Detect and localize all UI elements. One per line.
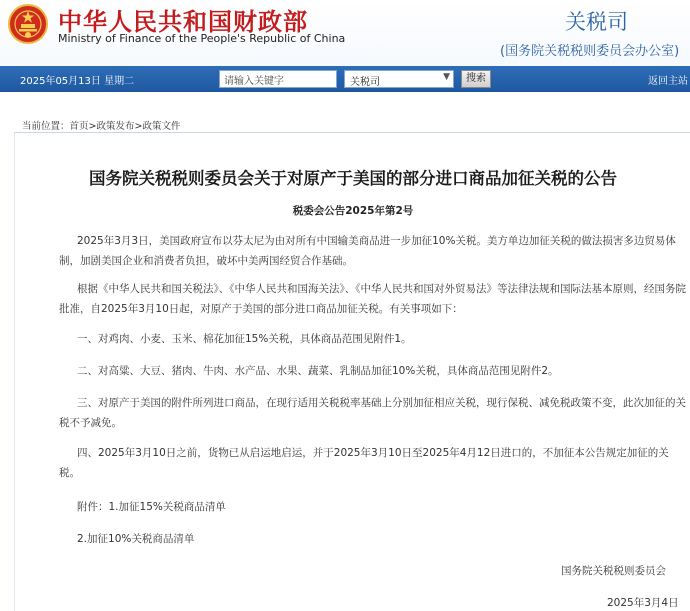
article-paragraph: 根据《中华人民共和国关税法》、《中华人民共和国海关法》、《中华人民共和国对外贸易法》等法律法规和国际法基本原则，经国务院批准，自2025年3月10日起，对原产于美国的部分进口商品加征关税。有关事项如下： (59, 283, 686, 315)
breadcrumb-policy-release[interactable]: 政策发布 (96, 121, 135, 132)
article-paragraph: 一、对鸡肉、小麦、玉米、棉花加征15%关税，具体商品范围见附件1。 (77, 333, 412, 345)
department-name: 关税司 (565, 10, 628, 34)
nav-bar (0, 66, 690, 92)
breadcrumb-home[interactable]: 首页 (69, 121, 89, 132)
article-panel (14, 132, 690, 611)
breadcrumb-separator: > (88, 121, 97, 132)
site-header (0, 0, 690, 66)
attachment-2-link[interactable]: 2.加征10%关税商品清单 (77, 533, 195, 545)
department-subtitle: (国务院关税税则委员会办公室) (500, 44, 680, 59)
search-button[interactable]: 搜索 (461, 70, 491, 88)
search-input[interactable] (219, 70, 337, 88)
issuer-name: 国务院关税税则委员会 (561, 565, 666, 577)
issue-date: 2025年3月4日 (607, 597, 679, 609)
chevron-down-icon: ▼ (443, 72, 450, 82)
article-paragraph: 四、2025年3月10日之前，货物已从启运地启运，并于2025年3月10日至2025年4月12日进口的，不加征本公告规定加征的关税。 (59, 447, 669, 479)
breadcrumb-prefix: 当前位置： (22, 121, 70, 132)
site-name-cn[interactable]: 中华人民共和国财政部 (58, 8, 308, 36)
article-title: 国务院关税税则委员会关于对原产于美国的部分进口商品加征关税的公告 (89, 169, 617, 188)
breadcrumb-policy-documents[interactable]: 政策文件 (142, 121, 181, 132)
article-paragraph: 2025年3月3日，美国政府宣布以芬太尼为由对所有中国输美商品进一步加征10%关税。美方单边加征关税的做法损害多边贸易体制，加剧美国企业和消费者负担，破坏中美两国经贸合作基础。 (59, 235, 676, 267)
breadcrumb-separator: > (134, 121, 143, 132)
article-paragraph: 三、对原产于美国的附件所列进口商品，在现行适用关税税率基础上分别加征相应关税，现行保税、减免税政策不变，此次加征的关税不予减免。 (59, 397, 686, 429)
breadcrumb (22, 118, 181, 132)
search-scope-value: 关税司 (350, 77, 380, 88)
back-home-link[interactable]: 返回主站 (648, 76, 688, 87)
article-paragraph: 二、对高粱、大豆、猪肉、牛肉、水产品、水果、蔬菜、乳制品加征10%关税，具体商品范围见附件2。 (77, 365, 559, 377)
search-scope-select[interactable] (344, 70, 454, 88)
national-emblem-icon (8, 4, 48, 44)
attachment-1-link[interactable]: 附件：1.加征15%关税商品清单 (77, 501, 226, 513)
document-number: 税委会公告2025年第2号 (292, 205, 414, 217)
current-date: 2025年05月13日 星期二 (20, 76, 135, 87)
site-name-en: Ministry of Finance of the People's Republic of China (58, 32, 346, 45)
